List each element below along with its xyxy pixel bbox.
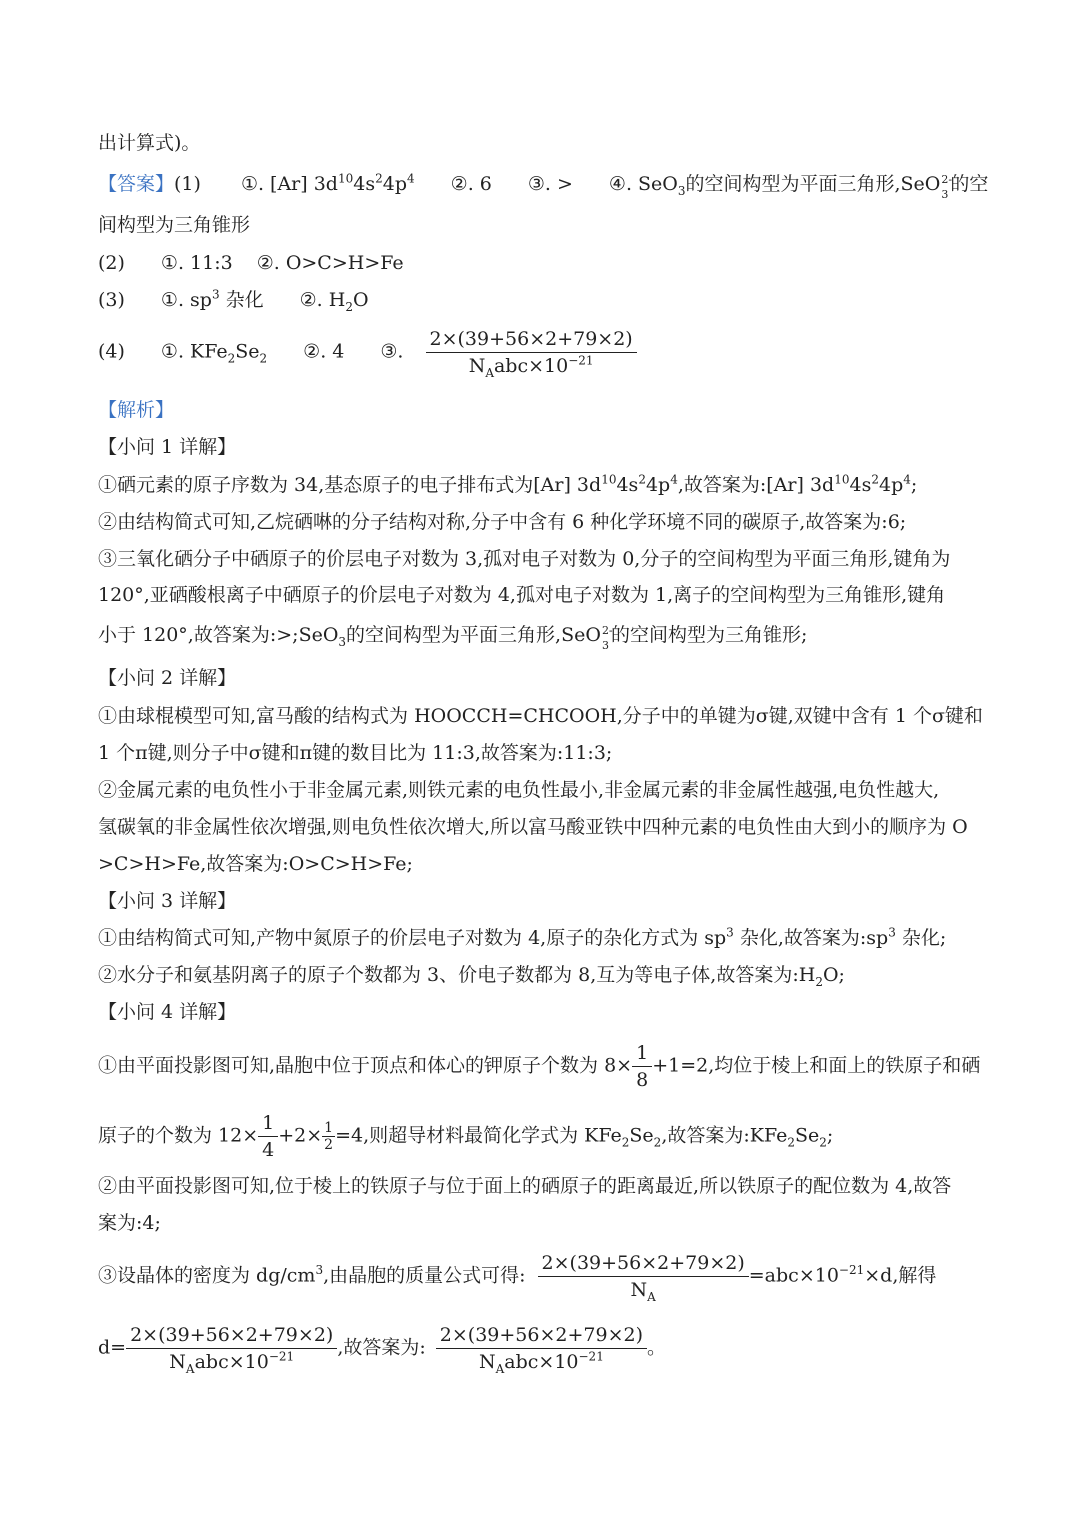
s1-paragraph-3: ③三氧化硒分子中硒原子的价层电子对数为 3,孤对电子对数为 0,分子的空间构型为平面三角形,键角为 — [98, 548, 951, 570]
density-fraction: $\frac{2\times(39+56\times 2+79\times 2)}{N_Aabc\times 10^{-21}}$ — [426, 326, 637, 379]
answer-q2-line: (2) ①. 11:3 ②. O>C>H>Fe — [98, 252, 404, 274]
analysis-tag: 【解析】 — [98, 399, 175, 421]
s2-paragraph-4: 氢碳氧的非金属性依次增强,则电负性依次增大,所以富马酸亚铁中四种元素的电负性由大到小的顺序为 O — [98, 816, 968, 838]
s2-paragraph-3: ②金属元素的电负性小于非金属元素,则铁元素的电负性最小,非金属元素的非金属性越强,电负性越大, — [98, 779, 940, 801]
selenite-ion-charge: 2- 3 — [941, 173, 953, 201]
s1-paragraph-4: 120°,亚硒酸根离子中硒原子的价层电子对数为 4,孤对电子对数为 1,离子的空间构型为三角锥形,键角 — [98, 584, 946, 606]
answer-q1-line: 【答案】(1) ①. [Ar] $3d^{10}4s^24p^4$ ②. 6 ③. > ④. SeO$_3$的空间构型为平面三角形,SeO 2- 3 的空 — [98, 171, 989, 201]
s3-paragraph-1: ①由结构简式可知,产物中氮原子的价层电子对数为 4,原子的杂化方式为 $sp^3$ 杂化,故答案为$:sp^3$ 杂化; — [98, 925, 947, 949]
s4-paragraph-5: ③设晶体的密度为 $dg/cm^3$,由晶胞的质量公式可得: $\frac{2\times(39+56\times 2+79\times 2)}{N_A}$ $=abc\times 10^{-21}\times d$,解得 — [98, 1252, 937, 1304]
s2-paragraph-1: ①由球棍模型可知,富马酸的结构式为 HOOCCH=CHCOOH,分子中的单键为σ键,双键中含有 1 个σ键和 — [98, 705, 983, 727]
mass-fraction: $\frac{2\times(39+56\times 2+79\times 2)}{N_A}$ — [538, 1250, 749, 1303]
s1-paragraph-2: ②由结构简式可知,乙烷硒啉的分子结构对称,分子中含有 6 种化学环境不同的碳原子,故答案为:6; — [98, 511, 907, 533]
section-1-title: 【小问 1 详解】 — [98, 436, 237, 458]
section-3-title: 【小问 3 详解】 — [98, 890, 237, 912]
s1-paragraph-5: 小于 120°,故答案为:>;SeO$_3$的空间构型为平面三角形,SeO 2- 3 的空间构型为三角锥形; — [98, 624, 808, 652]
s4-paragraph-4: 案为:4; — [98, 1212, 161, 1234]
answer-q3-line: (3) ①. $sp^3$ 杂化 ②. $H_2O$ — [98, 287, 369, 314]
s4-paragraph-6: d= $\frac{2\times(39+56\times 2+79\times 2)}{N_Aabc\times 10^{-21}}$ ,故答案为: $\frac{2\times(39+56\times 2+79\times 2)}{N_Aabc\times 10^{-21}}$ 。 — [98, 1324, 667, 1376]
section-2-title: 【小问 2 详解】 — [98, 667, 237, 689]
section-4-title: 【小问 4 详解】 — [98, 1001, 237, 1023]
intro-text: 出计算式)。 — [98, 132, 201, 154]
s4-paragraph-3: ②由平面投影图可知,位于棱上的铁原子与位于面上的硒原子的距离最近,所以铁原子的配位数为 4,故答 — [98, 1175, 952, 1197]
s3-paragraph-2: ②水分子和氨基阴离子的原子个数都为 3、价电子数都为 8,互为等电子体,故答案为$:H_2O$; — [98, 964, 845, 989]
answer-q4-line: (4) ①. $KFe_2Se_2$ ②. 4 ③. $\frac{2\times(39+56\times 2+79\times 2)}{N_Aabc\times 10^{-21}}$ — [98, 326, 637, 379]
answer-q1-line2: 间构型为三角锥形 — [98, 214, 251, 236]
s4-paragraph-2: 原子的个数为 12× $\frac{1}{4}$ +2× $\frac{1}{2}$ =4,则超导材料最简化学式为 $KFe_2Se_2$,故答案为$:KFe_2Se_2$; — [98, 1112, 834, 1161]
s1-paragraph-1: ①硒元素的原子序数为 34,基态原子的电子排布式为[Ar] $3d^{10}4s^24p^4$,故答案为:[Ar] $3d^{10}4s^24p^4$; — [98, 472, 918, 496]
s4-paragraph-1: ①由平面投影图可知,晶胞中位于顶点和体心的钾原子个数为 8× $\frac{1}{8}$ +1=2,均位于棱上和面上的铁原子和硒 — [98, 1042, 981, 1091]
s2-paragraph-5: >C>H>Fe,故答案为:O>C>H>Fe; — [98, 853, 413, 875]
answer-tag: 【答案】 — [98, 173, 175, 195]
s2-paragraph-2: 1 个π键,则分子中σ键和π键的数目比为 11:3,故答案为:11:3; — [98, 742, 613, 764]
